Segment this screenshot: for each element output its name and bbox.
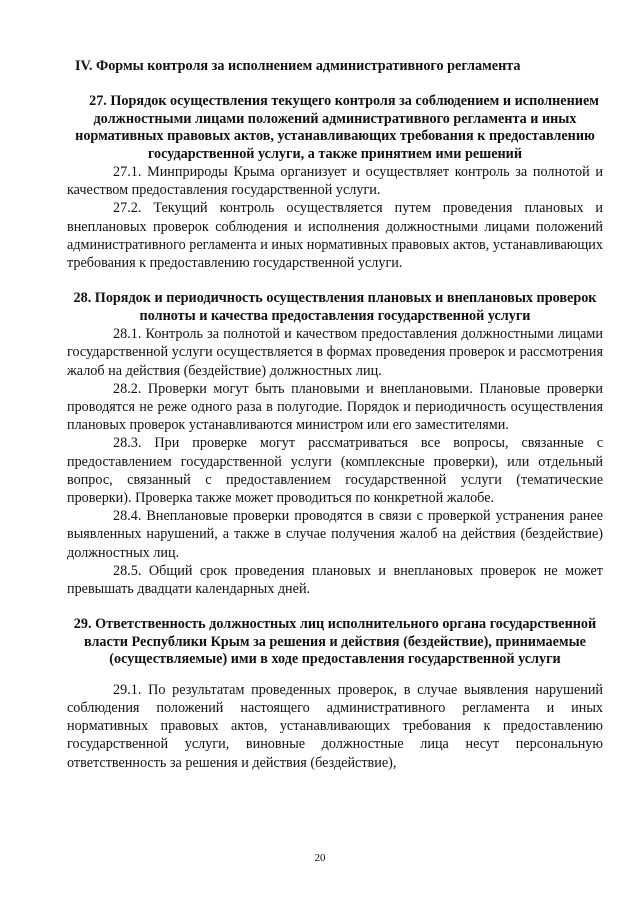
section-28 [67,290,603,598]
paragraph-28-2: 28.2. Проверки могут быть плановыми и внеплановыми. Плановые проверки проводятся не реже одного раза в полугодие. Порядок и периодичность осуществления плановых проверок устанавливаются министром или его заместителями. [67,380,603,434]
paragraph-28-3: 28.3. При проверке могут рассматриваться все вопросы, связанные с предоставлением государственной услуги (комплексные проверки), или отдельный вопрос, связанный с предоставлением государственной услуги (тематические проверки). Проверка также может проводиться по конкретной жалобе. [67,435,603,507]
paragraph-28-1: 28.1. Контроль за полнотой и качеством предоставления должностными лицами государственной услуги осуществляется в формах проведения проверок и рассмотрения жалоб на действия (бездействие) должностных лиц. [67,326,603,379]
paragraph-27-1: 27.1. Минприроды Крыма организует и осуществляет контроль за полнотой и качеством предоставления государственной услуги. [67,164,603,199]
paragraph-29-1: 29.1. По результатам проведенных проверок, в случае выявления нарушений соблюдения положений настоящего административного регламента и иных нормативных правовых актов, устанавливающих требования к предоставлению государственной услуги, виновные должностные лица несут персональную ответственность за решения и действия (бездействие), [67,681,603,771]
section-title: IV. Формы контроля за исполнением административного регламента [75,58,521,74]
paragraph-27-2: 27.2. Текущий контроль осуществляется путем проведения плановых и внеплановых проверок соблюдения и исполнения должностными лицами положений административного регламента и иных нормативных правовых актов, устанавливающих требования к предоставлению государственной услуги. [67,200,603,272]
page-number: 20 [314,852,326,864]
section-29-heading: 29. Ответственность должностных лиц исполнительного органа государственной власти Республики Крым за решения и действия (бездействие), принимаемые (осуществляемые) ими в ходе предоставления государственной услуги [73,616,597,668]
paragraph-28-4: 28.4. Внеплановые проверки проводятся в связи с проверкой устранения ранее выявленных нарушений, а также в случае получения жалоб на действия (бездействие) должностных лиц. [67,508,603,561]
document-page [67,58,603,772]
paragraph-28-5: 28.5. Общий срок проведения плановых и внеплановых проверок не может превышать двадцати календарных дней. [67,562,603,598]
section-27-heading: 27. Порядок осуществления текущего контроля за соблюдением и исполнением должностными лицами положений административного регламента и иных нормативных правовых актов, устанавливающих требования к предоставлению государственной услуги, а также принятием ими решений [75,93,599,162]
section-27 [67,93,603,272]
section-29 [67,616,603,772]
section-28-heading: 28. Порядок и периодичность осуществления плановых и внеплановых проверок полноты и качества предоставления государственной услуги [73,290,597,324]
